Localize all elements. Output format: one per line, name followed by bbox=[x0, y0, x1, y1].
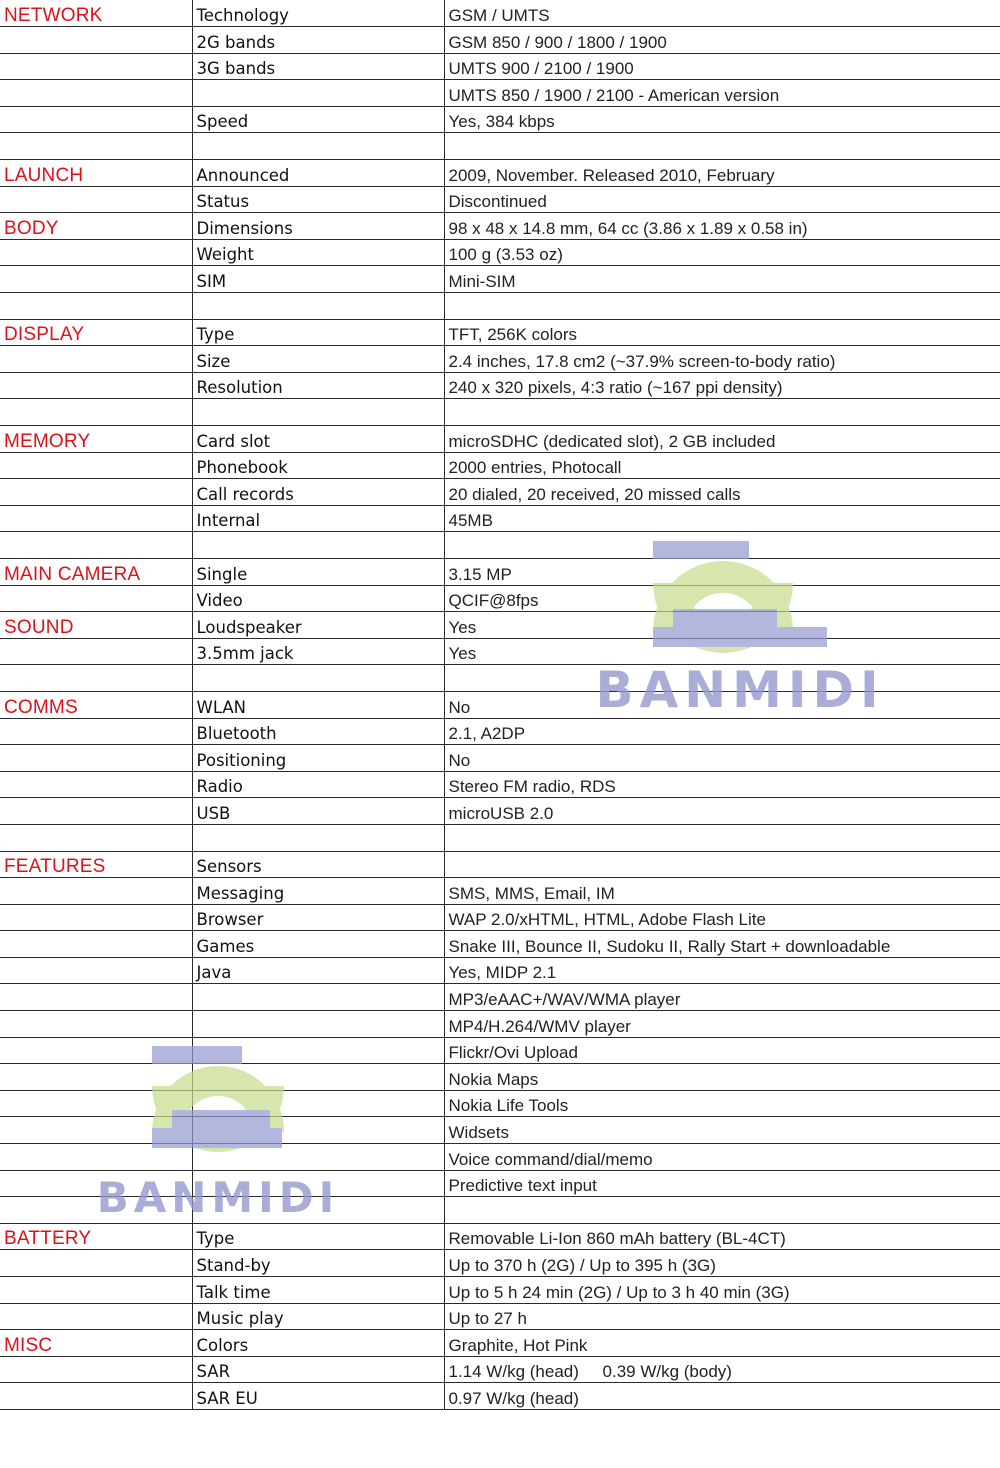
feature-value: Yes, MIDP 2.1 bbox=[444, 957, 1000, 984]
feature-value: Yes bbox=[444, 638, 1000, 665]
feature-label: Type bbox=[192, 1223, 444, 1250]
spec-row bbox=[0, 1011, 1000, 1038]
feature-label: 3.5mm jack bbox=[192, 638, 444, 665]
feature-label: 2G bands bbox=[192, 27, 444, 54]
feature-value: Flickr/Ovi Upload bbox=[444, 1037, 1000, 1064]
spec-row bbox=[0, 479, 1000, 506]
feature-label: 3G bands bbox=[192, 53, 444, 80]
feature-label: Colors bbox=[192, 1330, 444, 1357]
category-label bbox=[0, 1090, 192, 1117]
spec-row bbox=[0, 984, 1000, 1011]
feature-value: Up to 5 h 24 min (2G) / Up to 3 h 40 min (3G) bbox=[444, 1277, 1000, 1304]
feature-label: Talk time bbox=[192, 1277, 444, 1304]
category-label bbox=[0, 1250, 192, 1277]
spec-row bbox=[0, 27, 1000, 54]
spec-row bbox=[0, 798, 1000, 825]
category-label bbox=[0, 904, 192, 931]
feature-value: No bbox=[444, 691, 1000, 718]
category-label bbox=[0, 479, 192, 506]
banmidi-watermark-text: BANMIDI bbox=[96, 1173, 340, 1222]
category-label: FEATURES bbox=[0, 851, 192, 878]
feature-label bbox=[192, 133, 444, 160]
feature-label: Single bbox=[192, 558, 444, 585]
feature-value: microSDHC (dedicated slot), 2 GB included bbox=[444, 426, 1000, 453]
category-label bbox=[0, 1303, 192, 1330]
category-label bbox=[0, 186, 192, 213]
spec-row bbox=[0, 399, 1000, 426]
category-label bbox=[0, 532, 192, 559]
category-label bbox=[0, 665, 192, 692]
spec-row bbox=[0, 638, 1000, 665]
feature-value: Nokia Life Tools bbox=[444, 1090, 1000, 1117]
feature-label: Java bbox=[192, 957, 444, 984]
feature-label: Type bbox=[192, 319, 444, 346]
feature-value: MP4/H.264/WMV player bbox=[444, 1011, 1000, 1038]
category-label bbox=[0, 824, 192, 851]
feature-label bbox=[192, 1037, 444, 1064]
category-label bbox=[0, 505, 192, 532]
spec-row bbox=[0, 851, 1000, 878]
feature-label: Weight bbox=[192, 239, 444, 266]
category-label: BODY bbox=[0, 213, 192, 240]
category-label bbox=[0, 1037, 192, 1064]
feature-label: Status bbox=[192, 186, 444, 213]
spec-row bbox=[0, 878, 1000, 905]
spec-row bbox=[0, 1117, 1000, 1144]
category-label bbox=[0, 1011, 192, 1038]
feature-label: Video bbox=[192, 585, 444, 612]
category-label bbox=[0, 293, 192, 320]
feature-value bbox=[444, 293, 1000, 320]
feature-value bbox=[444, 824, 1000, 851]
category-label bbox=[0, 1144, 192, 1171]
category-label bbox=[0, 798, 192, 825]
category-label: NETWORK bbox=[0, 0, 192, 27]
feature-label: Radio bbox=[192, 771, 444, 798]
spec-row bbox=[0, 1250, 1000, 1277]
spec-row bbox=[0, 293, 1000, 320]
spec-row bbox=[0, 133, 1000, 160]
spec-row bbox=[0, 931, 1000, 958]
spec-row bbox=[0, 957, 1000, 984]
feature-value: 2.4 inches, 17.8 cm2 (~37.9% screen-to-body ratio) bbox=[444, 346, 1000, 373]
category-label bbox=[0, 957, 192, 984]
feature-value: Up to 370 h (2G) / Up to 395 h (3G) bbox=[444, 1250, 1000, 1277]
feature-label bbox=[192, 984, 444, 1011]
spec-row bbox=[0, 532, 1000, 559]
spec-row bbox=[0, 80, 1000, 107]
category-label bbox=[0, 239, 192, 266]
feature-value: Yes bbox=[444, 612, 1000, 639]
feature-label: Speed bbox=[192, 106, 444, 133]
category-label bbox=[0, 1170, 192, 1197]
category-label bbox=[0, 106, 192, 133]
feature-label bbox=[192, 1011, 444, 1038]
spec-row bbox=[0, 186, 1000, 213]
feature-value bbox=[444, 532, 1000, 559]
feature-label: Bluetooth bbox=[192, 718, 444, 745]
feature-value: Predictive text input bbox=[444, 1170, 1000, 1197]
spec-row bbox=[0, 1383, 1000, 1410]
feature-label: SAR EU bbox=[192, 1383, 444, 1410]
feature-value: Graphite, Hot Pink bbox=[444, 1330, 1000, 1357]
feature-label: WLAN bbox=[192, 691, 444, 718]
spec-row bbox=[0, 372, 1000, 399]
category-label bbox=[0, 27, 192, 54]
feature-value: 240 x 320 pixels, 4:3 ratio (~167 ppi density) bbox=[444, 372, 1000, 399]
feature-label bbox=[192, 824, 444, 851]
category-label: SOUND bbox=[0, 612, 192, 639]
feature-value: Yes, 384 kbps bbox=[444, 106, 1000, 133]
category-label bbox=[0, 266, 192, 293]
feature-label: Size bbox=[192, 346, 444, 373]
category-label bbox=[0, 452, 192, 479]
feature-value: QCIF@8fps bbox=[444, 585, 1000, 612]
category-label bbox=[0, 718, 192, 745]
feature-label bbox=[192, 532, 444, 559]
spec-row bbox=[0, 106, 1000, 133]
feature-value: GSM 850 / 900 / 1800 / 1900 bbox=[444, 27, 1000, 54]
category-label bbox=[0, 346, 192, 373]
spec-row bbox=[0, 1356, 1000, 1383]
category-label: COMMS bbox=[0, 691, 192, 718]
category-label bbox=[0, 372, 192, 399]
feature-label: Positioning bbox=[192, 745, 444, 772]
spec-row bbox=[0, 1064, 1000, 1091]
category-label: MEMORY bbox=[0, 426, 192, 453]
spec-row bbox=[0, 1037, 1000, 1064]
category-label bbox=[0, 1064, 192, 1091]
spec-row bbox=[0, 718, 1000, 745]
spec-row bbox=[0, 1197, 1000, 1224]
category-label bbox=[0, 1277, 192, 1304]
category-label bbox=[0, 1383, 192, 1410]
category-label: LAUNCH bbox=[0, 160, 192, 187]
feature-label: SIM bbox=[192, 266, 444, 293]
feature-label bbox=[192, 1144, 444, 1171]
category-label bbox=[0, 399, 192, 426]
feature-label: Browser bbox=[192, 904, 444, 931]
category-label bbox=[0, 638, 192, 665]
feature-value: 20 dialed, 20 received, 20 missed calls bbox=[444, 479, 1000, 506]
feature-value: 45MB bbox=[444, 505, 1000, 532]
spec-row bbox=[0, 452, 1000, 479]
spec-row bbox=[0, 691, 1000, 718]
feature-label bbox=[192, 399, 444, 426]
category-label: MAIN CAMERA bbox=[0, 558, 192, 585]
feature-value: 2000 entries, Photocall bbox=[444, 452, 1000, 479]
feature-label: Loudspeaker bbox=[192, 612, 444, 639]
category-label bbox=[0, 931, 192, 958]
feature-value: GSM / UMTS bbox=[444, 0, 1000, 27]
feature-value: WAP 2.0/xHTML, HTML, Adobe Flash Lite bbox=[444, 904, 1000, 931]
feature-value: MP3/eAAC+/WAV/WMA player bbox=[444, 984, 1000, 1011]
spec-row bbox=[0, 1330, 1000, 1357]
category-label bbox=[0, 1356, 192, 1383]
feature-value: 98 x 48 x 14.8 mm, 64 cc (3.86 x 1.89 x 0.58 in) bbox=[444, 213, 1000, 240]
feature-label bbox=[192, 80, 444, 107]
feature-value: Up to 27 h bbox=[444, 1303, 1000, 1330]
spec-row bbox=[0, 1303, 1000, 1330]
feature-label: Games bbox=[192, 931, 444, 958]
spec-row bbox=[0, 0, 1000, 27]
feature-value bbox=[444, 1197, 1000, 1224]
feature-value: 2.1, A2DP bbox=[444, 718, 1000, 745]
spec-row bbox=[0, 612, 1000, 639]
category-label bbox=[0, 80, 192, 107]
feature-value: Discontinued bbox=[444, 186, 1000, 213]
feature-label: Resolution bbox=[192, 372, 444, 399]
feature-label bbox=[192, 1117, 444, 1144]
spec-row bbox=[0, 266, 1000, 293]
feature-value: Nokia Maps bbox=[444, 1064, 1000, 1091]
spec-row bbox=[0, 53, 1000, 80]
feature-value: Stereo FM radio, RDS bbox=[444, 771, 1000, 798]
feature-label: Card slot bbox=[192, 426, 444, 453]
feature-value: Voice command/dial/memo bbox=[444, 1144, 1000, 1171]
feature-label: Dimensions bbox=[192, 213, 444, 240]
spec-row bbox=[0, 1144, 1000, 1171]
feature-label: Sensors bbox=[192, 851, 444, 878]
feature-value: microUSB 2.0 bbox=[444, 798, 1000, 825]
spec-row bbox=[0, 1223, 1000, 1250]
category-label bbox=[0, 771, 192, 798]
feature-value: Widsets bbox=[444, 1117, 1000, 1144]
feature-value: SMS, MMS, Email, IM bbox=[444, 878, 1000, 905]
spec-row bbox=[0, 213, 1000, 240]
feature-label: Announced bbox=[192, 160, 444, 187]
feature-label: SAR bbox=[192, 1356, 444, 1383]
category-label bbox=[0, 745, 192, 772]
feature-label bbox=[192, 1090, 444, 1117]
spec-row bbox=[0, 1090, 1000, 1117]
category-label: BATTERY bbox=[0, 1223, 192, 1250]
feature-value bbox=[444, 851, 1000, 878]
category-label bbox=[0, 1117, 192, 1144]
spec-row bbox=[0, 346, 1000, 373]
category-label bbox=[0, 984, 192, 1011]
feature-value: 3.15 MP bbox=[444, 558, 1000, 585]
feature-value bbox=[444, 665, 1000, 692]
feature-label: Technology bbox=[192, 0, 444, 27]
feature-value: UMTS 850 / 1900 / 2100 - American version bbox=[444, 80, 1000, 107]
feature-label: Phonebook bbox=[192, 452, 444, 479]
category-label: DISPLAY bbox=[0, 319, 192, 346]
spec-row bbox=[0, 505, 1000, 532]
feature-label: Messaging bbox=[192, 878, 444, 905]
spec-row bbox=[0, 558, 1000, 585]
category-label bbox=[0, 878, 192, 905]
feature-label bbox=[192, 1170, 444, 1197]
category-label bbox=[0, 53, 192, 80]
feature-label: Call records bbox=[192, 479, 444, 506]
feature-value: 100 g (3.53 oz) bbox=[444, 239, 1000, 266]
category-label bbox=[0, 585, 192, 612]
feature-label bbox=[192, 1197, 444, 1224]
banmidi-watermark-text: BANMIDI bbox=[595, 661, 885, 719]
spec-row bbox=[0, 824, 1000, 851]
spec-row bbox=[0, 745, 1000, 772]
feature-label: Music play bbox=[192, 1303, 444, 1330]
spec-row bbox=[0, 665, 1000, 692]
spec-row bbox=[0, 319, 1000, 346]
feature-value: 2009, November. Released 2010, February bbox=[444, 160, 1000, 187]
feature-value: UMTS 900 / 2100 / 1900 bbox=[444, 53, 1000, 80]
category-label: MISC bbox=[0, 1330, 192, 1357]
spec-row bbox=[0, 904, 1000, 931]
spec-row bbox=[0, 239, 1000, 266]
feature-label bbox=[192, 1064, 444, 1091]
feature-value: TFT, 256K colors bbox=[444, 319, 1000, 346]
feature-value bbox=[444, 399, 1000, 426]
spec-row bbox=[0, 585, 1000, 612]
spec-row bbox=[0, 1170, 1000, 1197]
feature-value: Removable Li-Ion 860 mAh battery (BL-4CT) bbox=[444, 1223, 1000, 1250]
feature-value: Mini-SIM bbox=[444, 266, 1000, 293]
spec-row bbox=[0, 426, 1000, 453]
feature-value: Snake III, Bounce II, Sudoku II, Rally Start + downloadable bbox=[444, 931, 1000, 958]
feature-value bbox=[444, 133, 1000, 160]
spec-row bbox=[0, 160, 1000, 187]
feature-label: USB bbox=[192, 798, 444, 825]
feature-label: Internal bbox=[192, 505, 444, 532]
feature-value: 1.14 W/kg (head) 0.39 W/kg (body) bbox=[444, 1356, 1000, 1383]
feature-label bbox=[192, 293, 444, 320]
feature-value: No bbox=[444, 745, 1000, 772]
feature-label: Stand-by bbox=[192, 1250, 444, 1277]
feature-value: 0.97 W/kg (head) bbox=[444, 1383, 1000, 1410]
spec-row bbox=[0, 771, 1000, 798]
category-label bbox=[0, 133, 192, 160]
category-label bbox=[0, 1197, 192, 1224]
spec-row bbox=[0, 1277, 1000, 1304]
feature-label bbox=[192, 665, 444, 692]
